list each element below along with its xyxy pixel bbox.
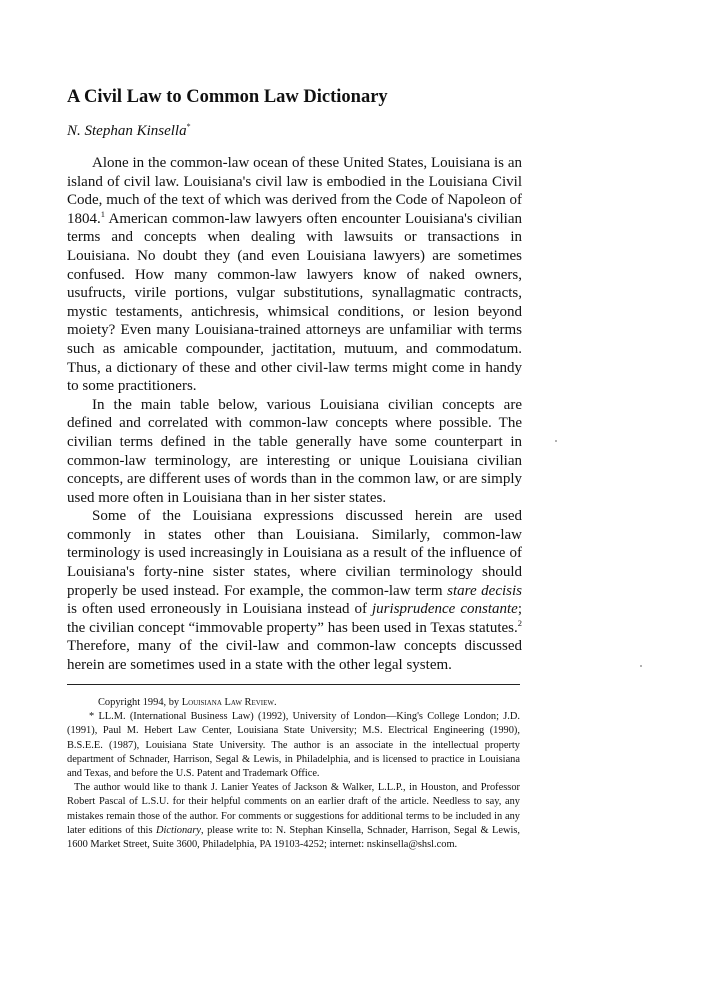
body-paragraph-3: Some of the Louisiana expressions discussed herein are used commonly in states other than Louisiana. Similarly, common-law terminology is used increasingly in Louisiana as a result of the influence of Louisiana's forty-nine sister states, where civilian terminology should properly be used instead. For example, the common-law term stare decisis is often used erroneously in Louisiana instead of jurisprudence constante; the civilian concept “immovable property” has been used in Texas statutes.$^2$ Therefore, many of the civil-law and common-law concepts discussed herein are sometimes used in a state with the other legal system. — [67, 508, 523, 674]
article-body — [67, 154, 522, 675]
footnote-ref-1: 1 — [100, 208, 105, 219]
article-title: A Civil Law to Common Law Dictionary — [67, 87, 388, 107]
journal-name: Louisiana Law Review — [181, 697, 275, 708]
body-paragraph-1: Alone in the common-law ocean of these United States, Louisiana is an island of civil law. Louisiana's civil law is embodied in the Louisiana Civil Code, much of the text of which was derived from the Code of Napoleon of 1804.$^1$ American common-law lawyers often encounter Louisiana's civilian terms and concepts when dealing with lawsuits or transactions in Louisiana. No doubt they (and even Louisiana lawyers) are sometimes confused. How many common-law lawyers know of naked owners, usufructs, virile portions, vulgar substitutions, synallagmatic contracts, mystic testaments, antichresis, whimsical conditions, or lesion beyond moiety? Even many Louisiana-trained attorneys are unfamiliar with terms such as amicable compounder, jactitation, mutuum, and commodatum. Thus, a dictionary of these and other civil-law terms might come in handy to some practitioners. — [67, 155, 522, 395]
italic-term-stare-decisis: stare decisis — [447, 582, 522, 599]
scan-speck — [640, 665, 642, 667]
footnote-divider — [67, 684, 520, 685]
italic-dictionary: Dictionary — [155, 824, 202, 836]
author-name: N. Stephan Kinsella — [67, 123, 187, 139]
footnote-star-mark: * — [89, 711, 95, 723]
italic-term-jurisprudence-constante: jurisprudence constante — [372, 601, 518, 618]
author-line — [67, 118, 367, 140]
body-paragraph-2: In the main table below, various Louisiana civilian concepts are defined and correlated with common-law concepts where possible. The civilian terms defined in the table generally have some counterpart in common-law terminology, are interesting or unique Louisiana civilian concepts, are different uses of words than in the common law, or are simply used more often in Louisiana than in her sister states. — [67, 396, 522, 506]
footnote-ref-2: 2 — [517, 617, 522, 628]
author-footnote-mark: * — [186, 122, 191, 131]
copyright-note: Copyright 1994, by Louisiana Law Review. — [98, 697, 277, 708]
author-footnote: * LL.M. (International Business Law) (1992), University of London—King's College London; J.D. (1991), Paul M. Hebert Law Center, Louisiana State University; M.S. Electrical Engineering (1990), B.S.E.E. (1987), Louisiana State University. The author is an associate in the intellectual property department of Schnader, Harrison, Segal & Lewis, in Philadelphia, and is licensed to practice in Louisiana and Texas, and before the U.S. Patent and Trademark Office. — [67, 711, 520, 780]
scan-speck — [555, 440, 557, 442]
footnotes — [67, 696, 520, 852]
acknowledgement-note: The author would like to thank J. Lanier Yeates of Jackson & Walker, L.L.P., in Houston, and Professor Robert Pascal of L.S.U. for their helpful comments on an earlier draft of the article. Needless to say, any mistakes remain those of the author. For comments or suggestions for additional terms to be included in any later editions of this Dictionary, please write to: N. Stephan Kinsella, Schnader, Harrison, Segal & Lewis, 1600 Market Street, Suite 3600, Philadelphia, PA 19103-4252; internet: nskinsella@shsl.com. — [67, 782, 520, 851]
